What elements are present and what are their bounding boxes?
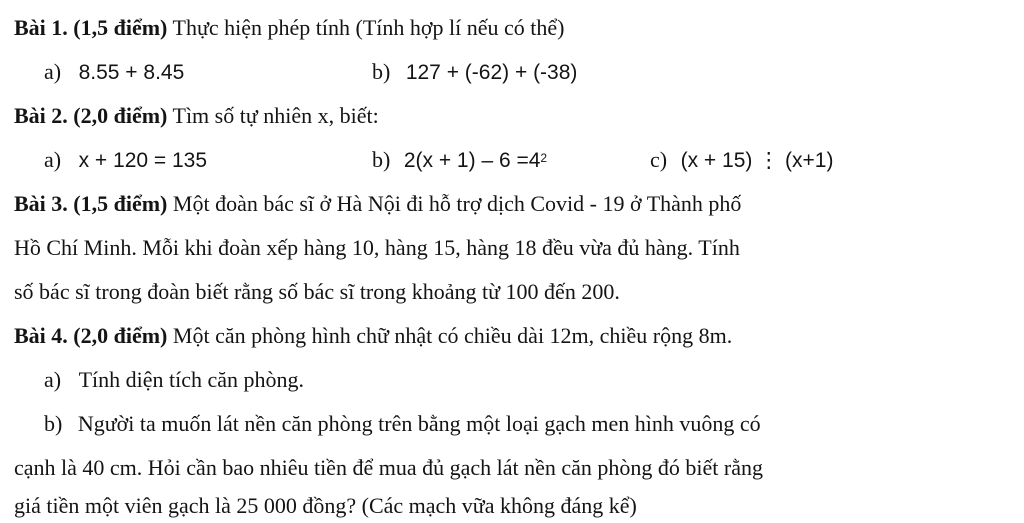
bai2-part-c	[650, 146, 833, 175]
bai2-c-expression: (x + 15) ⋮ (x+1)	[680, 149, 834, 172]
bai1-text: Thực hiện phép tính (Tính hợp lí nếu có thể)	[172, 15, 565, 40]
bai2-b-expression	[404, 149, 547, 172]
bai3-text-1: Một đoàn bác sĩ ở Hà Nội đi hỗ trợ dịch Covid - 19 ở Thành phố	[172, 191, 742, 216]
bai1-title-line	[14, 14, 564, 42]
bai1-a-label: a)	[44, 59, 62, 84]
bai1-part-a	[44, 58, 184, 87]
bai1-b-expression: 127 + (-62) + (-38)	[405, 61, 578, 84]
bai4-line-2: cạnh là 40 cm. Hỏi cần bao nhiêu tiền để mua đủ gạch lát nền căn phòng đó biết rằng	[14, 455, 763, 480]
bai3-line-3: số bác sĩ trong đoàn biết rằng số bác sĩ trong khoảng từ 100 đến 200.	[14, 279, 620, 304]
bai4-text: Một căn phòng hình chữ nhật có chiều dài 12m, chiều rộng 8m.	[172, 323, 733, 348]
bai4-a-text: Tính diện tích căn phòng.	[78, 367, 305, 392]
bai2-b-label: b)	[372, 147, 391, 172]
bai2-heading: Bài 2. (2,0 điểm)	[14, 103, 168, 128]
bai1-b-label: b)	[372, 59, 391, 84]
bai2-part-b	[372, 146, 547, 175]
bai2-a-expression: x + 120 = 135	[78, 149, 208, 172]
bai4-part-a	[44, 366, 304, 394]
bai1-part-b	[372, 58, 577, 87]
bai2-part-a	[44, 146, 207, 175]
bai3-line-1	[14, 190, 741, 218]
bai2-text: Tìm số tự nhiên x, biết:	[172, 103, 379, 128]
bai4-title-line	[14, 322, 732, 350]
bai4-a-label: a)	[44, 367, 62, 392]
bai3-heading: Bài 3. (1,5 điểm)	[14, 191, 168, 216]
bai2-b-expression-base: 2(x + 1) – 6 =4	[403, 149, 541, 172]
bai4-b-label: b)	[44, 411, 63, 436]
bai3-line-2: Hồ Chí Minh. Mỗi khi đoàn xếp hàng 10, hàng 15, hàng 18 đều vừa đủ hàng. Tính	[14, 235, 740, 260]
bai4-b-text-1: Người ta muốn lát nền căn phòng trên bằng một loại gạch men hình vuông có	[77, 411, 761, 436]
bai2-b-exponent: 2	[540, 151, 548, 165]
bai4-heading: Bài 4. (2,0 điểm)	[14, 323, 168, 348]
bai4-line-3: giá tiền một viên gạch là 25 000 đồng? (Các mạch vữa không đáng kể)	[14, 493, 637, 518]
bai1-heading: Bài 1. (1,5 điểm)	[14, 15, 168, 40]
bai2-a-label: a)	[44, 147, 62, 172]
bai2-c-label: c)	[650, 147, 668, 172]
bai1-a-expression: 8.55 + 8.45	[78, 61, 185, 84]
bai2-title-line	[14, 102, 379, 130]
bai4-part-b	[44, 410, 761, 438]
